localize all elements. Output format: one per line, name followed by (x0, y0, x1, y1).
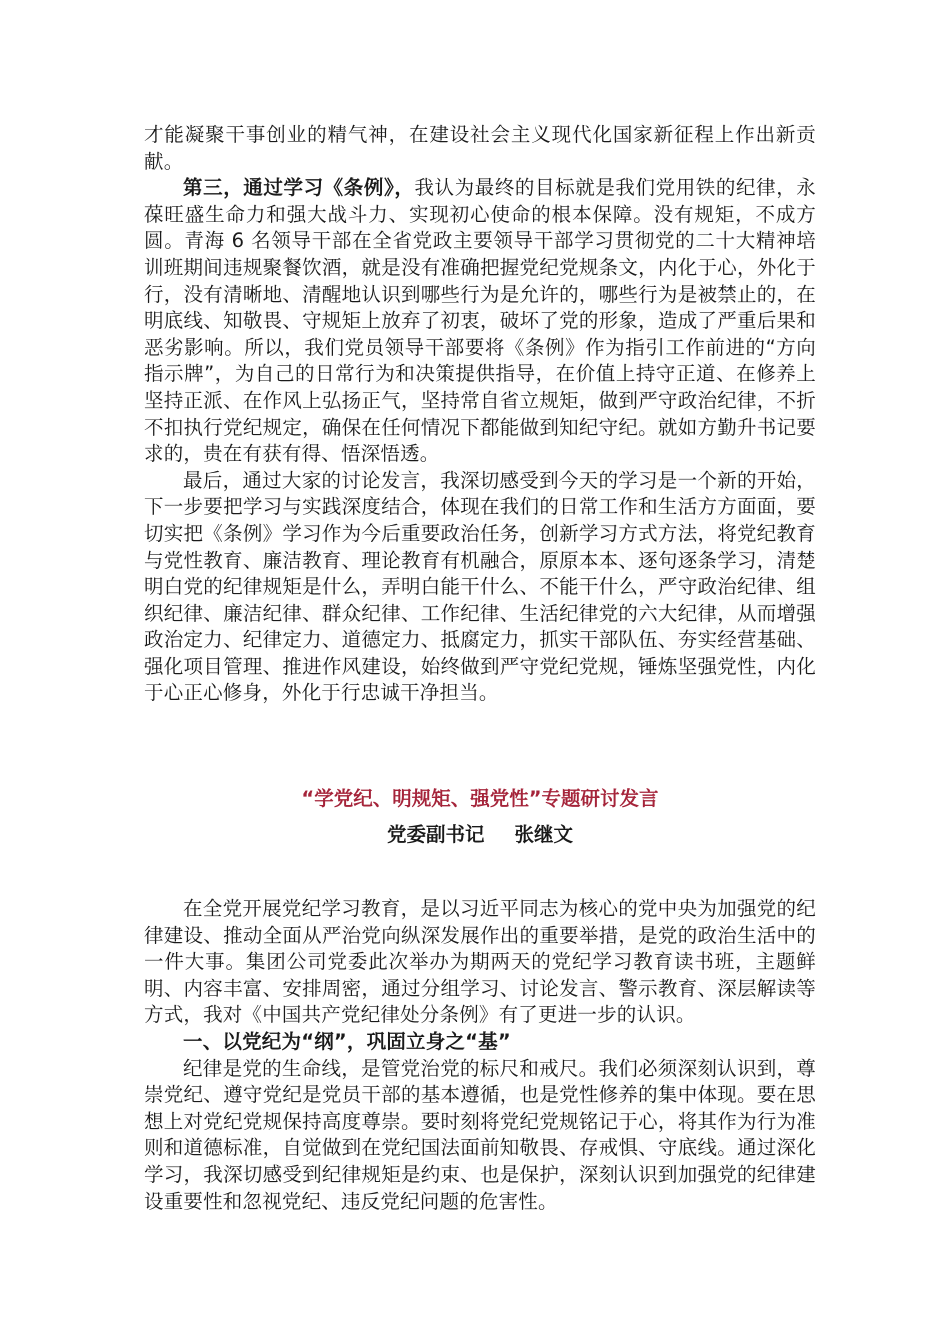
speech-title: “学党纪、明规矩、强党性”专题研讨发言 (301, 787, 659, 810)
speaker-position: 党委副书记 (386, 823, 485, 846)
paragraph-continued: 才能凝聚干事创业的精气神，在建设社会主义现代化国家新征程上作出新贡献。 (144, 123, 816, 173)
paragraph-final: 最后，通过大家的讨论发言，我深切感受到今天的学习是一个新的开始，下一步要把学习与实践深度结合，体现在我们的日常工作和生活方方面面，要切实把《条例》学习作为今后重要政治任务，创新学习方式方法，将党纪教育与党性教育、廉洁教育、理论教育有机融合，原原本本、逐句逐条学习，清楚明白党的纪律规矩是什么，弄明白能干什么、不能干什么，严守政治纪律、组织纪律、廉洁纪律、群众纪律、工作纪律、生活纪律党的六大纪律，从而增强政治定力、纪律定力、道德定力、抵腐定力，抓实干部队伍、夯实经营基础、强化项目管理、推进作风建设，始终做到严守党纪党规，锤炼坚强党性，内化于心正心修身，外化于行忠诚干净担当。 (144, 468, 816, 705)
paragraph-third-lead: 第三，通过学习《条例》， (183, 176, 415, 200)
paragraph-third-body: 我认为最终的目标就是我们党用铁的纪律，永葆旺盛生命力和强大战斗力、实现初心使命的根本保障。没有规矩，不成方圆。青海 6 名领导干部在全省党政主要领导干部学习贯彻党的二十大精神培训班期间违规聚餐饮酒，就是没有准确把握党纪党规条文，内化于心，外化于行，没有清晰地、清醒地认识到哪些行为是允许的，哪些行为是被禁止的，在明底线、知敬畏、守规矩上放弃了初衷，破坏了党的形象，造成了严重后果和恶劣影响。所以，我们党员领导干部要将《条例》作为指引工作前进的“方向指示牌”，为自己的日常行为和决策提供指导，在价值上持守正道、在修养上坚持正派、在作风上弘扬正气，坚持常自省立规矩，做到严守政治纪律，不折不扣执行党纪规定，确保在任何情况下都能做到知纪守纪。就如方勤升书记要求的，贵在有获有得、悟深悟透。 (144, 176, 816, 466)
section-one-paragraph: 纪律是党的生命线，是管党治党的标尺和戒尺。我们必须深刻认识到，尊崇党纪、遵守党纪是党员干部的基本遵循，也是党性修养的集中体现。要在思想上对党纪党规保持高度尊崇。要时刻将党纪党规铭记于心，将其作为行为准则和道德标准，自觉做到在党纪国法面前知敬畏、存戒惧、守底线。通过深化学习，我深切感受到纪律规矩是约束、也是保护，深刻认识到加强党的纪律建设重要性和忽视党纪、违反党纪问题的危害性。 (144, 1056, 816, 1213)
intro-paragraph: 在全党开展党纪学习教育，是以习近平同志为核心的党中央为加强党的纪律建设、推动全面从严治党向纵深发展作出的重要举措，是党的政治生活中的一件大事。集团公司党委此次举办为期两天的党纪学习教育读书班，主题鲜明、内容丰富、安排周密，通过分组学习、讨论发言、警示教育、深层解读等方式，我对《中国共产党纪律处分条例》有了更进一步的认识。 (144, 897, 816, 1027)
paragraph-third (144, 175, 816, 468)
speaker-name: 张继文 (514, 823, 574, 846)
speech-byline (144, 822, 816, 848)
speech-body (144, 896, 816, 1215)
section-heading-one: 一、以党纪为“纲”，巩固立身之“基” (183, 1029, 511, 1053)
previous-speech-ending (144, 122, 816, 707)
